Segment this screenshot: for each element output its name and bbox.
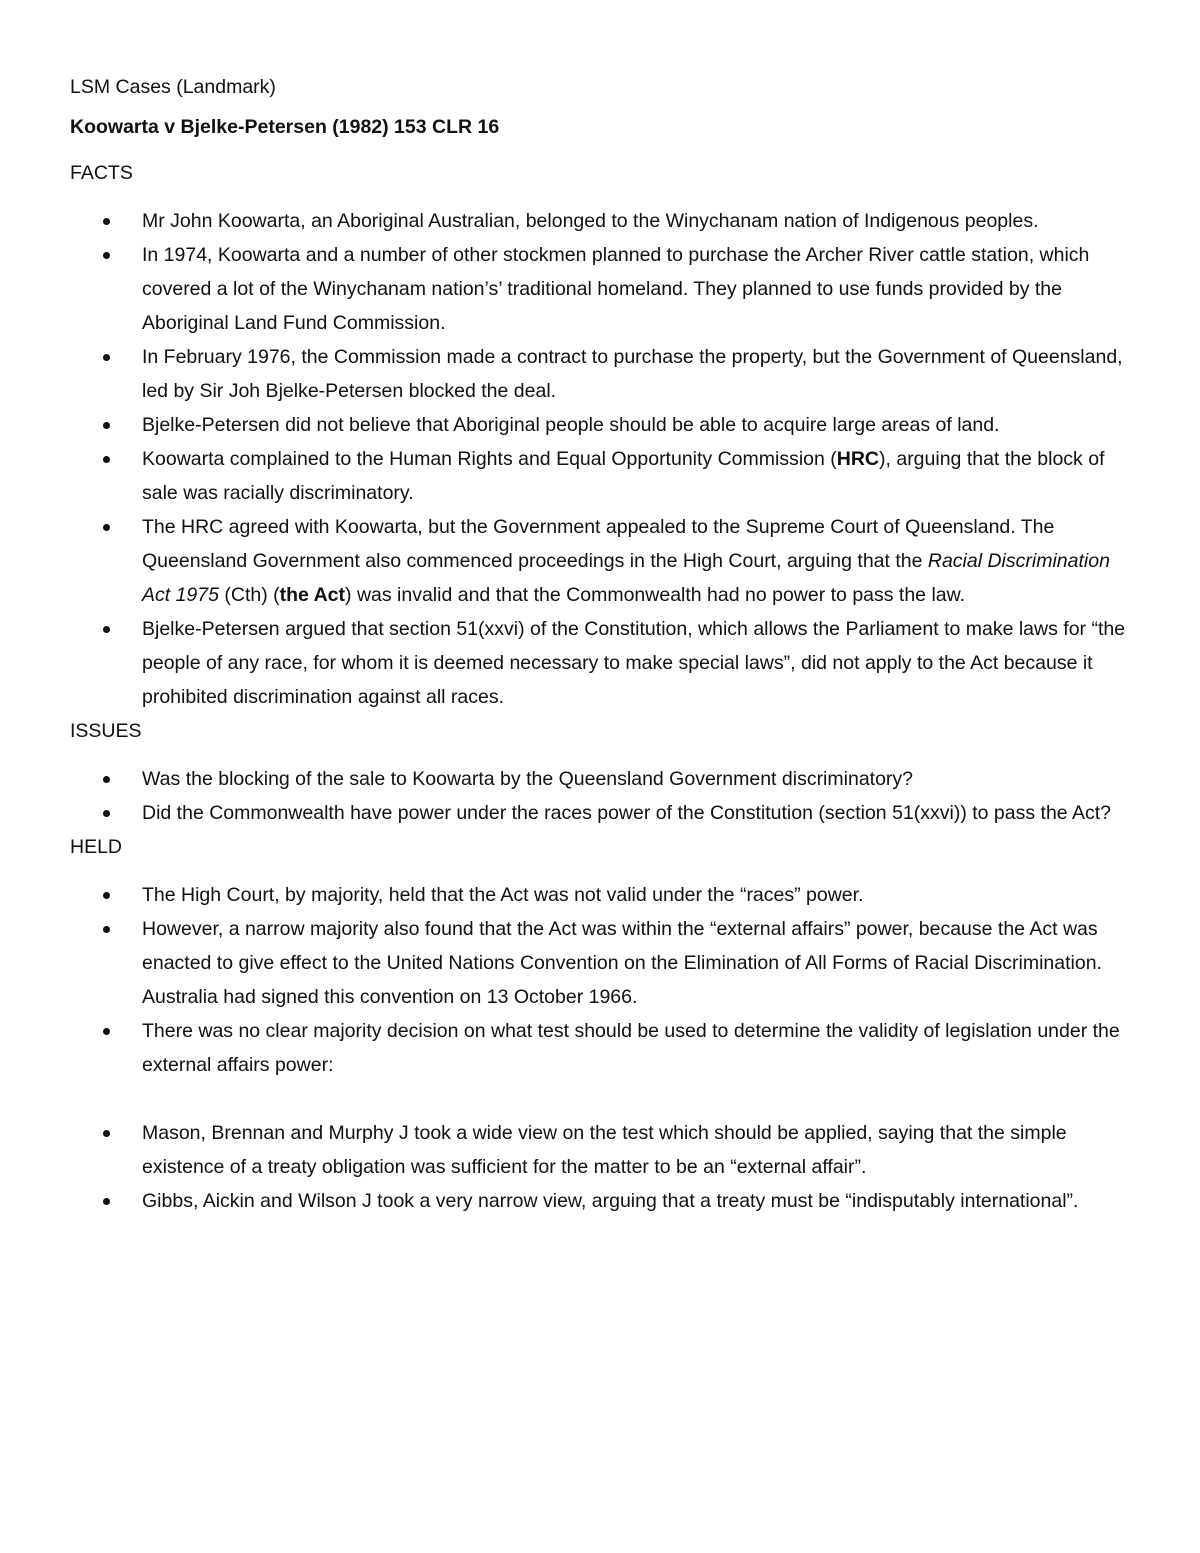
list-item: There was no clear majority decision on what test should be used to determine the validity of legislation under the external affairs power: [70,1014,1134,1082]
legislation-title: Racial Discrimination Act 1975 [142,550,1110,606]
list-item: Was the blocking of the sale to Koowarta by the Queensland Government discriminatory? [70,762,1134,796]
document-header: LSM Cases (Landmark) [70,76,276,98]
list-item [70,442,1134,510]
list-item: Mr John Koowarta, an Aboriginal Australian, belonged to the Winychanam nation of Indigenous peoples. [70,204,1134,238]
list-item: Bjelke-Petersen argued that section 51(xxvi) of the Constitution, which allows the Parliament to make laws for “the people of any race, for whom it is deemed necessary to make special laws”, did not apply to the Act because it prohibited discrimination against all races. [70,612,1134,714]
issues-list [70,762,1134,830]
list-item: In 1974, Koowarta and a number of other stockmen planned to purchase the Archer River cattle station, which covered a lot of the Winychanam nation’s’ traditional homeland. They planned to use funds provided by the Aboriginal Land Fund Commission. [70,238,1134,340]
text-run: ), arguing that the block of sale was racially discriminatory. [142,448,1105,504]
text-run: The HRC agreed with Koowarta, but the Government appealed to the Supreme Court of Queensland. The Queensland Government also commenced proceedings in the High Court, arguing that the [142,516,1055,572]
list-item [70,510,1134,612]
case-title: Koowarta v Bjelke-Petersen (1982) 153 CLR 16 [70,116,500,138]
list-item: Mason, Brennan and Murphy J took a wide view on the test which should be applied, saying that the simple existence of a treaty obligation was sufficient for the matter to be an “external affair”. [70,1116,1134,1184]
list-item: Gibbs, Aickin and Wilson J took a very narrow view, arguing that a treaty must be “indisputably international”. [70,1184,1134,1218]
document-page [70,70,1134,1218]
held-list [70,878,1134,1218]
text-run: ) was invalid and that the Commonwealth had no power to pass the law. [345,584,966,606]
held-heading: HELD [70,836,123,858]
list-item: However, a narrow majority also found that the Act was within the “external affairs” power, because the Act was enacted to give effect to the United Nations Convention on the Elimination of All Forms of Racial Discrimination. Australia had signed this convention on 13 October 1966. [70,912,1134,1014]
text-run: Koowarta complained to the Human Rights and Equal Opportunity Commission ( [142,448,837,470]
list-item: The High Court, by majority, held that the Act was not valid under the “races” power. [70,878,1134,912]
defined-term: the Act [279,584,346,606]
text-run: (Cth) ( [218,584,280,606]
list-item: In February 1976, the Commission made a contract to purchase the property, but the Government of Queensland, led by Sir Joh Bjelke-Petersen blocked the deal. [70,340,1134,408]
list-item: Did the Commonwealth have power under the races power of the Constitution (section 51(xxvi)) to pass the Act? [70,796,1134,830]
issues-heading: ISSUES [70,720,142,742]
list-item: Bjelke-Petersen did not believe that Aboriginal people should be able to acquire large areas of land. [70,408,1134,442]
facts-list [70,204,1134,714]
facts-heading: FACTS [70,162,133,184]
defined-term: HRC [836,448,880,470]
